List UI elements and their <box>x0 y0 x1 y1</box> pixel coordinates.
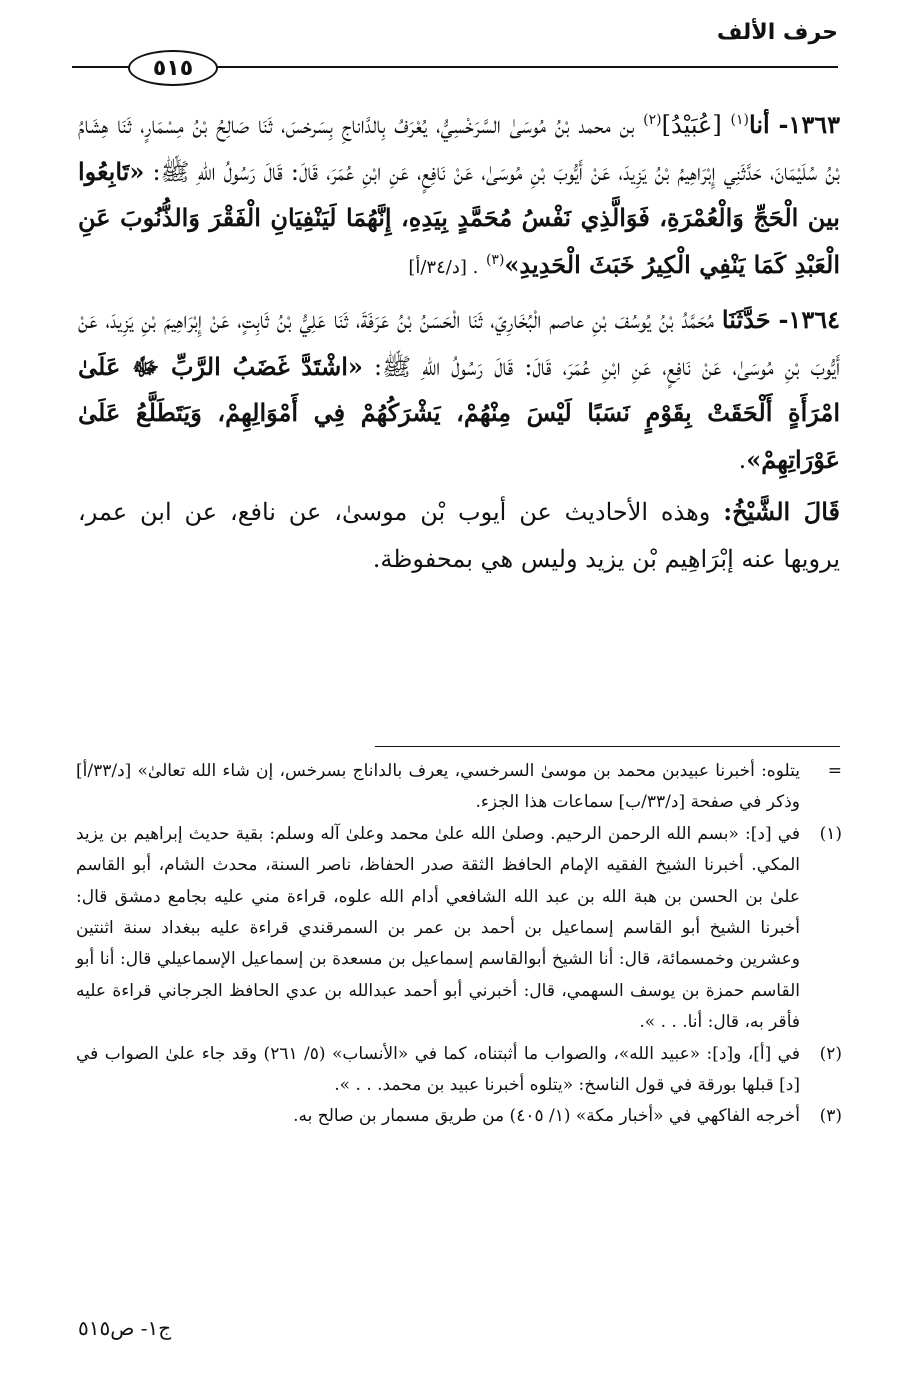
footnote-mark: (٣) <box>819 1106 842 1127</box>
footnote-text: في [د]: «بسم الله الرحمن الرحيم. وصلىٰ الله علىٰ محمد وعلىٰ آله وسلم: بقية حديث إبراهيم بن يزيد المكي. أخبرنا الشيخ الفقيه الإمام الحافظ الثقة صدر الحفاظ، ناصر السنة، محدث الشام، أبو القاسم علىٰ بن الحسن بن هبة الله بن عبد الله الشافعي أدام الله علوه، قراءة مني عليه بجامع دمشق قال: أخبرنا الشيخ أبو القاسم إسماعيل بن أحمد بن عمر بن السمرقندي قراءة عليه ببغداد سنة اثنتين وعشرين وخمسمائة، قال: أنا الشيخ أبوالقاسم إسماعيل بن مسعدة بن إسماعيل الإسماعيلي قال: أنا أبو القاسم حمزة بن يوسف السهمي، قال: أخبرني أبو أحمد عبدالله بن عدي الحافظ الجرجاني قراءة عليه فأقر به، قال: أنا. . . ». <box>76 823 800 1033</box>
transmission-keyword: حَدَّثَنَا <box>721 305 771 334</box>
narrator-name: [عُبَيْدُ] <box>661 111 722 139</box>
hadith-number: ١٣٦٤- <box>778 305 840 334</box>
end-mark: . <box>738 445 747 474</box>
sheikh-note-text: وهذه الأحاديث عن أيوب بْن موسىٰ، عن نافع، عن ابن عمر، يرويها عنه إبْرَاهِيم بْن يزيد وليس هي بمحفوظة. <box>78 498 840 573</box>
running-title: حرف الألف <box>716 20 838 45</box>
footnote-mark: (٢) <box>819 1043 842 1064</box>
sheikh-keyword: قَالَ الشَّيْخُ: <box>723 497 840 526</box>
footnote-mark: = <box>827 761 842 781</box>
page-number: ٥١٥ <box>152 55 194 81</box>
footnotes <box>76 756 842 1133</box>
matn-text: «اشْتَدَّ غَضَبُ الرَّبِّ ﷻ عَلَىٰ امْرَأَةٍ أَلْحَقَتْ بِقَوْمٍ نَسَبًا لَيْسَ مِنْهُمْ، يَشْرَكُهُمْ فِي أَمْوَالِهِمْ، وَيَتَطَلَّعُ عَلَىٰ عَوْرَاتِهِمْ» <box>78 351 840 474</box>
footnote-text: أخرجه الفاكهي في «أخبار مكة» (١/ ٤٠٥) من طريق مسمار بن صالح به. <box>293 1106 800 1127</box>
footnote-text: في [أ]، و[د]: «عبيد الله»، والصواب ما أثبتناه، كما في «الأنساب» (٥/ ٢٦١) وقد جاء علىٰ الصواب في [د] قبلها بورقة في قول الناسخ: «يتلوه أخبرنا عبيد بن محمد. . . ». <box>76 1043 800 1096</box>
footnote-item <box>76 1101 842 1132</box>
footnote-ref[interactable]: (٣) <box>485 251 505 268</box>
matn-text: «تَابِعُوا بين الْحَجِّ وَالْعُمْرَةِ، فَوَالَّذِي نَفْسُ مُحَمَّدٍ بِيَدِهِ، إِنَّهُمَا لَيَنْفِيَانِ الْفَقْرَ وَالذُّنُوبَ عَنِ الْعَبْدِ كَمَا يَنْفِي الْكِيرُ خَبَثَ الْحَدِيدِ» <box>78 156 840 279</box>
volume-page-signature: ج١- ص٥١٥ <box>78 1316 172 1340</box>
isnad-text: بن محمد بْنُ مُوسَىٰ السَّرَخْسِيُّ، يُعْرَفُ بِالدَّاناجِ بِسَرخسَ، ثَنَا صَالِحُ بْنُ مِسْمَارٍ، ثَنَا هِشَامُ بْنُ سُلَيْمَانَ، حَدَّثَنِي إِبْرَاهِيمُ بْنُ يَزِيدَ، عَنْ أَيُّوبَ بْنِ مُوسَىٰ، عَنْ نَافِعٍ، عَنِ ابْنِ عُمَرَ، قَالَ: قَالَ رَسُولُ اللهِ ﷺ: <box>78 111 840 186</box>
footnote-item <box>76 756 842 819</box>
footnote-text: يتلوه: أخبرنا عبيدبن محمد بن موسىٰ السرخسي، يعرف بالداناج بسرخس، إن شاء الله تعالىٰ» [د/٣٣/أ] وذكر في صفحة [د/٣٣/ب] سماعات هذا الجزء. <box>76 761 800 813</box>
footnote-item <box>76 1039 842 1102</box>
isnad-text: مُحَمَّدُ بْنُ يُوسُفَ بْنِ عاصم الْبُخَارِيّ، ثَنَا الْحَسَنُ بْنُ عَرَفَةَ، ثَنَا عَلِيُّ بْنُ ثَابِتٍ، عَنْ إِبْرَاهِيمَ بْنِ يَزِيدَ، عَنْ أَيُّوبَ بْنِ مُوسَىٰ، عَنْ نَافِعٍ، عَنِ ابْنِ عُمَرَ، قَالَ: قَالَ رَسُولُ اللهِ ﷺ: <box>78 306 840 381</box>
main-text <box>78 102 840 582</box>
sheikh-note <box>78 489 840 582</box>
footnote-mark: (١) <box>819 823 842 844</box>
footnote-item <box>76 819 842 1039</box>
hadith-number: ١٣٦٣- <box>778 110 840 139</box>
manuscript-ref: . [د/٣٤/أ] <box>408 256 479 278</box>
hadith-1363 <box>78 102 840 291</box>
footnote-ref[interactable]: (٢) <box>643 112 662 128</box>
footnote-ref[interactable]: (١) <box>730 112 749 128</box>
hadith-1364 <box>78 297 840 483</box>
footnote-rule <box>375 746 840 747</box>
page-number-badge <box>128 50 218 86</box>
transmission-keyword: أنا <box>749 110 770 139</box>
